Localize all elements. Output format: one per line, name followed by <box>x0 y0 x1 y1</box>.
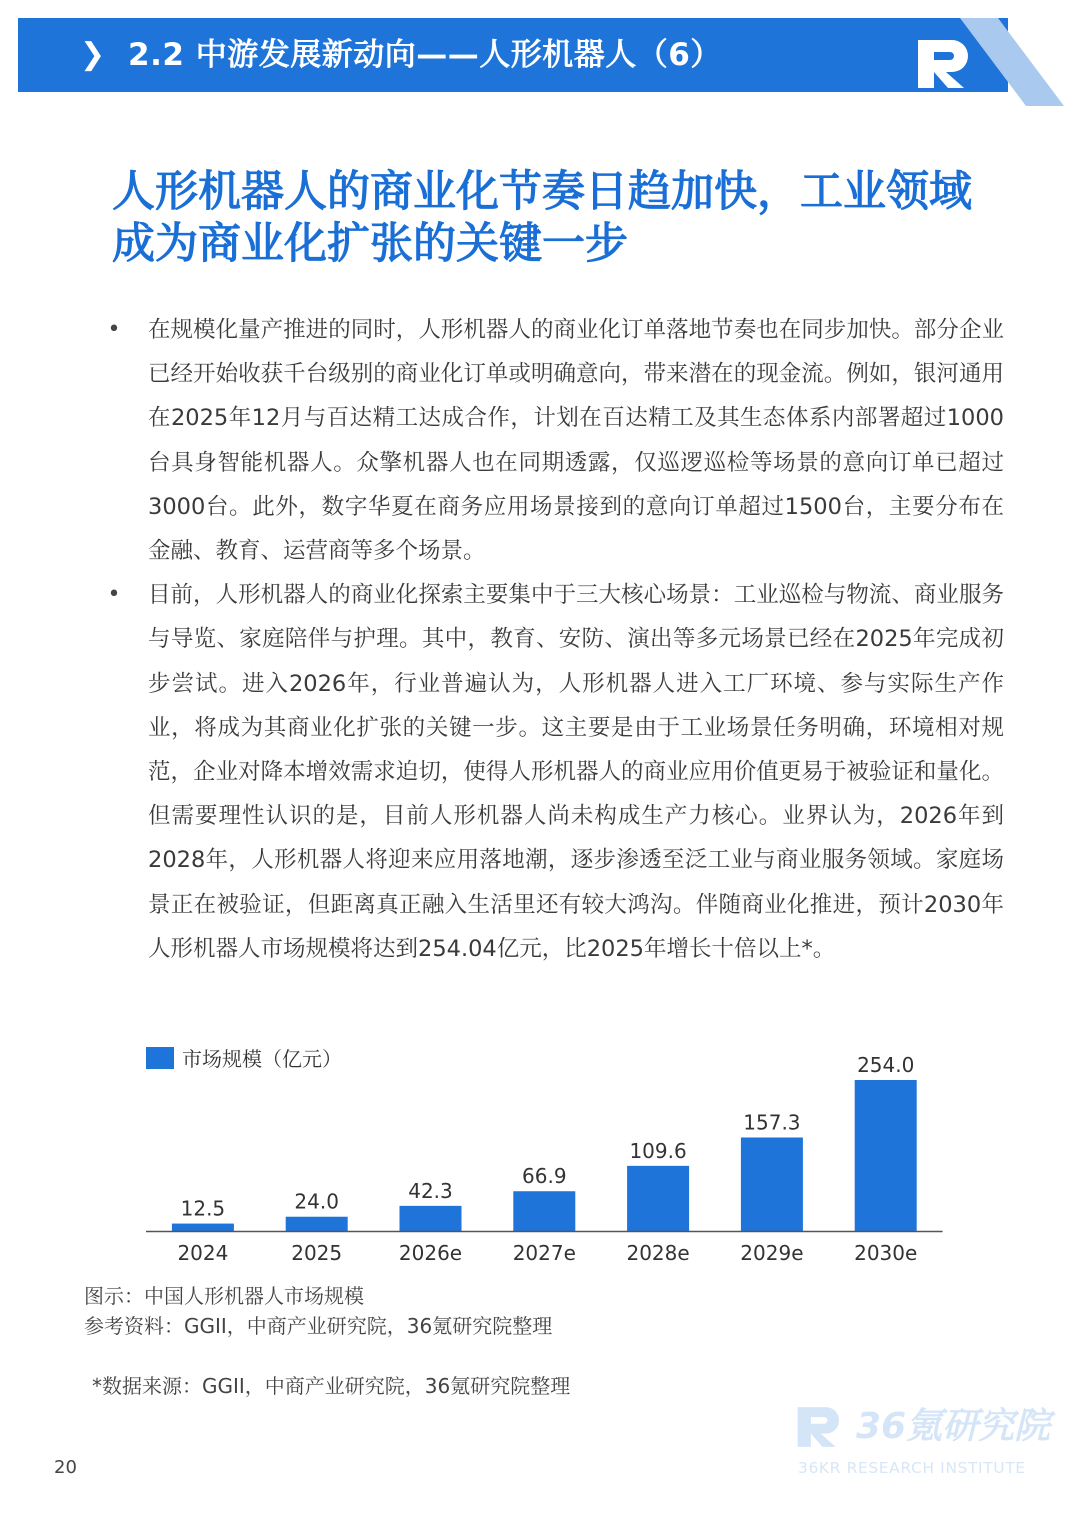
headline-line-1: 人形机器人的商业化节奏日趋加快，工业领域 <box>112 167 972 217</box>
x-axis-tick-label: 2024 <box>177 1241 229 1265</box>
x-axis-tick-label: 2030e <box>854 1241 918 1265</box>
chart-bar <box>741 1137 803 1231</box>
bar-value-label: 157.3 <box>743 1110 801 1135</box>
page-number: 20 <box>54 1457 77 1478</box>
bar-value-label: 12.5 <box>180 1196 226 1221</box>
bullet-paragraph: 目前，人形机器人的商业化探索主要集中于三大核心场景：工业巡检与物流、商业服务与导览、家庭陪伴与护理。其中，教育、安防、演出等多元场景已经在2025年完成初步尝试。进入2026年，行业普遍认为，人形机器人进入工厂环境、参与实际生产作业，将成为其商业化扩张的关键一步。这主要是由于工业场景任务明确，环境相对规范，企业对降本增效需求迫切，使得人形机器人的商业应用价值更易于被验证和量化。但需要理性认识的是，目前人形机器人尚未构成生产力核心。业界认为，2026年到2028年，人形机器人将迎来应用落地潮，逐步渗透至泛工业与商业服务领域。家庭场景正在被验证，但距离真正融入生活里还有较大鸿沟。伴随商业化推进，预计2030年人形机器人市场规模将达到254.04亿元，比2025年增长十倍以上*。 <box>148 582 1004 962</box>
bar-value-label: 109.6 <box>629 1138 687 1163</box>
watermark-subtitle: 36KR RESEARCH INSTITUTE <box>798 1459 1026 1477</box>
x-axis-tick-label: 2025 <box>291 1241 343 1265</box>
headline-line-2: 成为商业化扩张的关键一步 <box>112 219 628 269</box>
x-axis-tick-label: 2028e <box>626 1241 690 1265</box>
watermark-logo-icon <box>796 1405 844 1449</box>
bar-value-label: 66.9 <box>522 1164 567 1189</box>
figure-caption: 图示：中国人形机器人市场规模 <box>84 1284 364 1308</box>
x-axis-tick-label: 2029e <box>740 1241 804 1265</box>
bullet-paragraph: 在规模化量产推进的同时，人形机器人的商业化订单落地节奏也在同步加快。部分企业已经开始收获千台级别的商业化订单或明确意向，带来潜在的现金流。例如，银河通用在2025年12月与百达精工达成合作，计划在百达精工及其生态体系内部署超过1000台具身智能机器人。众擎机器人也在同期透露，仅巡逻巡检等场景的意向订单已超过3000台。此外，数字华夏在商务应用场景接到的意向订单超过1500台，主要分布在金融、教育、运营商等多个场景。 <box>148 317 1004 565</box>
chart-bar <box>400 1206 462 1231</box>
section-title: 2.2 中游发展新动向——人形机器人（6） <box>128 37 722 73</box>
x-axis-tick-label: 2026e <box>398 1241 463 1265</box>
bar-value-label: 254.0 <box>857 1053 915 1077</box>
reference-caption: 参考资料：GGII，中商产业研究院，36氪研究院整理 <box>84 1314 553 1338</box>
chart-bar <box>513 1191 575 1231</box>
bar-value-label: 42.3 <box>408 1178 453 1203</box>
chart-bar <box>627 1166 689 1231</box>
x-axis-tick-label: 2027e <box>512 1241 576 1265</box>
chevron-right-icon: ❯ <box>80 37 106 72</box>
legend-label: 市场规模（亿元） <box>182 1047 342 1071</box>
bullet-dot-icon: • <box>107 317 121 342</box>
data-source-footnote: *数据来源：GGII，中商产业研究院，36氪研究院整理 <box>92 1374 571 1398</box>
bullet-dot-icon: • <box>107 582 121 608</box>
chart-bar <box>855 1080 917 1231</box>
chart-bar <box>172 1224 234 1231</box>
bar-value-label: 24.0 <box>294 1189 339 1214</box>
watermark-name: 36氪研究院 <box>856 1406 1051 1447</box>
chart-bar <box>286 1217 348 1231</box>
